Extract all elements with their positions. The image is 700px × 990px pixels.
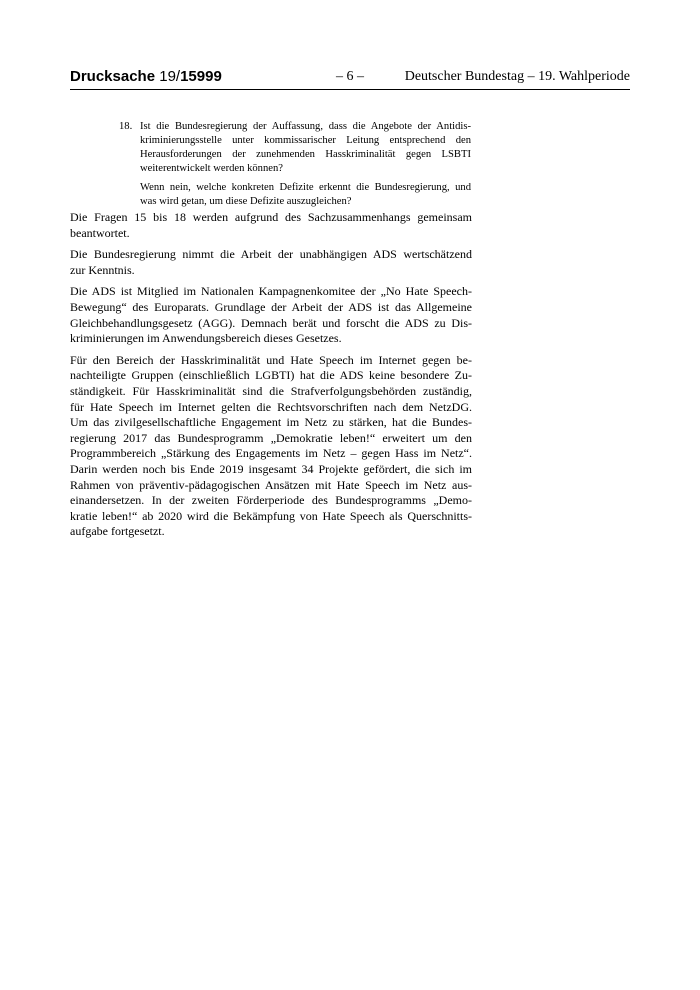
answer-line: Um das zivilgesellschaftliche Engagement im Netz zu stärken, hat die Bundes- [70, 415, 472, 430]
answer-line: aufgabe fortgesetzt. [70, 524, 165, 539]
question-followup-line: was wird getan, um diese Defizite auszugleichen? [140, 196, 352, 207]
page-header [70, 66, 630, 90]
answer-line: Bewegung“ des Europarats. Grundlage der Arbeit der ADS ist das Allgemeine [70, 299, 472, 314]
answer-line: Gleichbehandlungsgesetz (AGG). Demnach berät und forscht die ADS zu Dis- [70, 315, 472, 330]
answer-line: Für den Bereich der Hasskriminalität und Hate Speech im Internet gegen be- [70, 352, 472, 367]
doc-label: Drucksache [70, 68, 156, 85]
doc-number: 15999 [180, 68, 222, 85]
question-line: weiterentwickelt werden können? [140, 163, 283, 174]
question-line: Herausforderungen der zunehmenden Hasskriminalität gegen LSBTI [140, 149, 471, 160]
answer-line: Die Fragen 15 bis 18 werden aufgrund des Sachzusammenhangs gemeinsam [70, 210, 472, 224]
answer-line: einandersetzen. In der zweiten Förderperiode des Bundesprogramms „Demo- [70, 493, 472, 508]
page-number: – 6 – [336, 69, 364, 84]
answer-line: Darin werden noch bis Ende 2019 insgesamt 34 Projekte gefördert, die sich im [70, 461, 472, 476]
answer-line: für Hate Speech im Internet gelten die Rechtsvorschriften nach dem NetzDG. [70, 399, 472, 414]
question-followup-line: Wenn nein, welche konkreten Defizite erkennt die Bundesregierung, und [140, 182, 471, 193]
answer-line: Die ADS ist Mitglied im Nationalen Kampagnenkomitee der „No Hate Speech- [70, 284, 472, 299]
doc-number-prefix: 19/ [159, 68, 181, 85]
question-line: Ist die Bundesregierung der Auffassung, dass die Angebote der Antidis- [140, 121, 471, 132]
document-number [70, 68, 222, 85]
answer-paragraph-2 [70, 247, 472, 278]
answer-block [70, 210, 472, 546]
answer-line: kriminierungen im Anwendungsbereich dieses Gesetzes. [70, 331, 342, 346]
answer-line: Die Bundesregierung nimmt die Arbeit der unabhängigen ADS wertschätzend [70, 247, 472, 262]
answer-line: ständigkeit. Für Hasskriminalität sind die Strafverfolgungsbehörden zuständig, [70, 383, 472, 398]
answer-line: regierung 2017 das Bundesprogramm „Demokratie leben!“ erweitert um den [70, 430, 472, 445]
answer-line: nachteiligte Gruppen (einschließlich LGBTI) hat die ADS keine besondere Zu- [70, 368, 472, 383]
answer-paragraph-4 [70, 353, 472, 540]
question-followup [140, 181, 471, 209]
question-line: kriminierungsstelle unter kommissarischer Leitung entsprechend den [140, 135, 471, 146]
answer-line: Rahmen von präventiv-pädagogischen Ansätzen mit Hate Speech im Netz aus- [70, 477, 472, 492]
answer-line: kratie leben!“ ab 2020 wird die Bekämpfung von Hate Speech als Querschnitts- [70, 508, 472, 523]
header-rule [70, 89, 630, 90]
answer-line: Programmbereich „Stärkung des Engagements im Netz – gegen Hass im Netz“. [70, 446, 472, 461]
answer-line: beantwortet. [70, 225, 130, 240]
question-number: 18. [119, 121, 133, 132]
question-text [140, 120, 471, 176]
answer-line: zur Kenntnis. [70, 262, 135, 277]
parliament-period: Deutscher Bundestag – 19. Wahlperiode [404, 69, 630, 84]
question-block [140, 120, 471, 209]
answer-paragraph-3 [70, 284, 472, 346]
answer-paragraph-1 [70, 210, 472, 241]
